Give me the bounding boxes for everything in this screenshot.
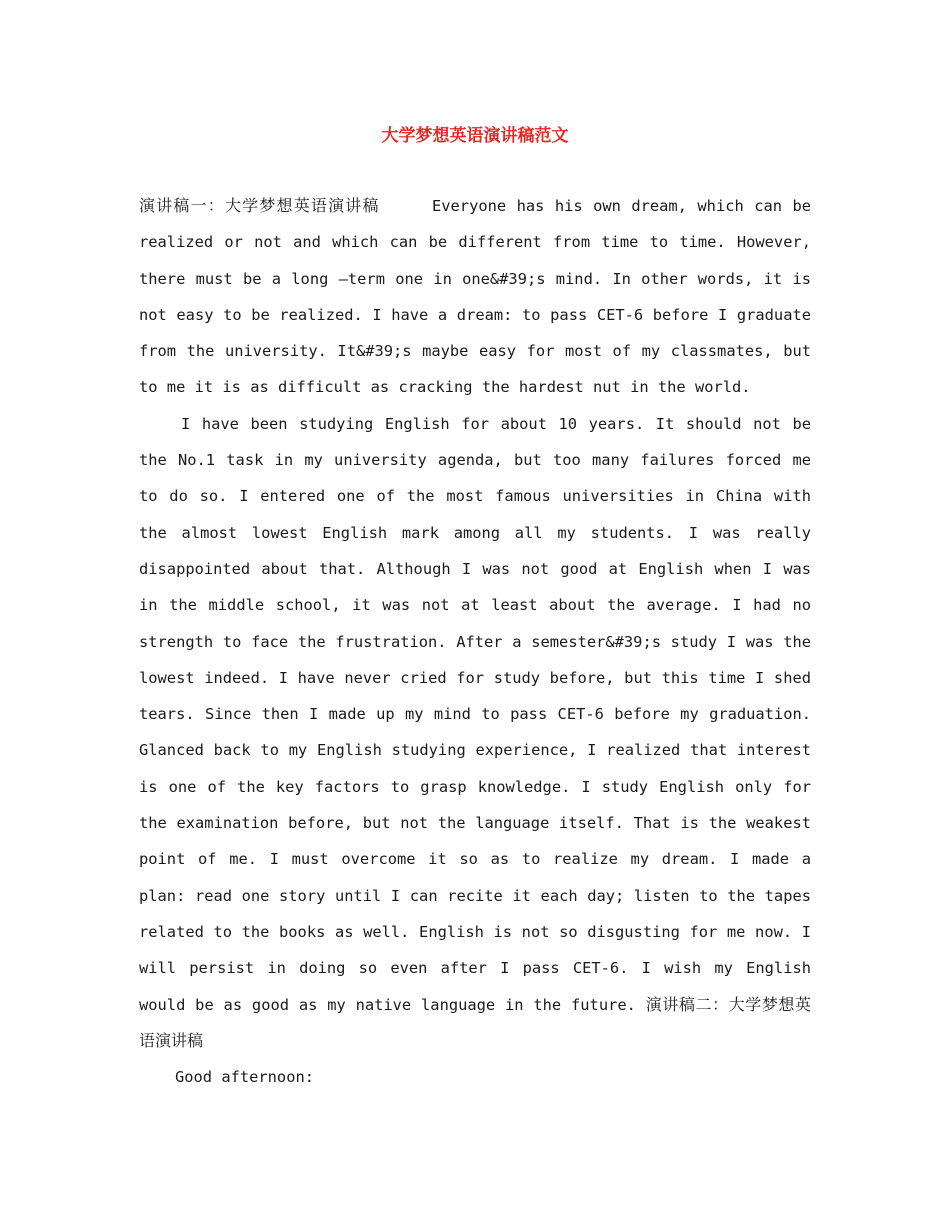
speech-two-heading: 演讲稿二：大学梦想英语演讲稿 [139, 994, 811, 1050]
paragraph-3-text: Good afternoon: [175, 1068, 314, 1087]
paragraph-1-text: Everyone has his own dream, which can be realized or not and which can be different from time to time. However, there must be a long –term one in one&#39;s mind. In other words, it is not easy to be realized. I have a dream: to pass CET-6 before I graduate from the university. It&#39;s maybe easy for most of my classmates, but to me it is as difficult as cracking the hardest nut in the world. [139, 197, 811, 397]
document-body [139, 188, 811, 1095]
paragraph-1 [139, 188, 811, 406]
paragraph-2 [139, 406, 811, 1059]
paragraph-2-text: I have been studying English for about 10 years. It should not be the No.1 task in my university agenda, but too many failures forced me to do so. I entered one of the most famous universities in China with the almost lowest English mark among all my students. I was really disappointed about that. Although I was not good at English when I was in the middle school, it was not at least about the average. I had no strength to face the frustration. After a semester&#39;s study I was the lowest indeed. I have never cried for study before, but this time I shed tears. Since then I made up my mind to pass CET-6 before my graduation. Glanced back to my English studying experience, I realized that interest is one of the key factors to grasp knowledge. I study English only for the examination before, but not the language itself. That is the weakest point of me. I must overcome it so as to realize my dream. I made a plan: read one story until I can recite it each day; listen to the tapes related to the books as well. English is not so disgusting for me now. I will persist in doing so even after I pass CET-6. I wish my English would be as good as my native language in the future. [139, 414, 811, 1014]
document-title: 大学梦想英语演讲稿范文 [381, 126, 569, 146]
speech-one-heading: 演讲稿一：大学梦想英语演讲稿 [139, 196, 380, 215]
paragraph-3 [139, 1059, 811, 1095]
